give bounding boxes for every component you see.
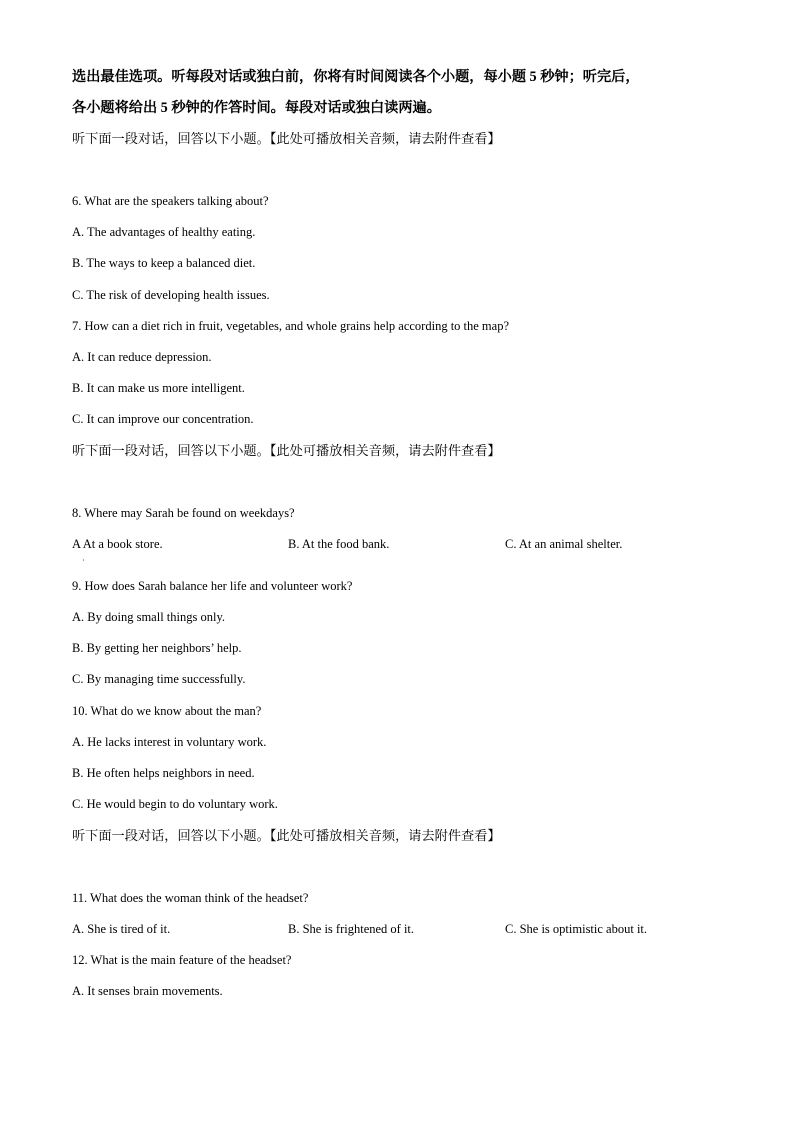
section-3-heading: 听下面一段对话，回答以下小题。【此处可播放相关音频，请去附件查看】: [72, 828, 501, 843]
question-7-option-b: B. It can make us more intelligent.: [72, 381, 245, 395]
question-9-option-c: C. By managing time successfully.: [72, 672, 246, 686]
question-9-stem: 9. How does Sarah balance her life and volunteer work?: [72, 579, 353, 593]
section-1-heading: 听下面一段对话，回答以下小题。【此处可播放相关音频，请去附件查看】: [72, 131, 501, 146]
question-10-option-b: B. He often helps neighbors in need.: [72, 766, 255, 780]
question-8-option-c: C. At an animal shelter.: [505, 537, 623, 551]
question-10-option-a: A. He lacks interest in voluntary work.: [72, 735, 267, 749]
instruction-line-1: 选出最佳选项。听每段对话或独白前，你将有时间阅读各个小题，每小题 5 秒钟；听完后，: [72, 69, 640, 85]
question-6-option-a: A. The advantages of healthy eating.: [72, 225, 256, 239]
question-11-stem: 11. What does the woman think of the headset?: [72, 891, 309, 905]
question-9-option-b: B. By getting her neighbors’ help.: [72, 641, 242, 655]
instruction-line-2: 各小题将给出 5 秒钟的作答时间。每段对话或独白读两遍。: [72, 100, 441, 116]
question-9-option-a: A. By doing small things only.: [72, 610, 226, 624]
question-7-option-a: A. It can reduce depression.: [72, 350, 212, 364]
question-12-stem: 12. What is the main feature of the headset?: [72, 953, 292, 967]
question-6-option-c: C. The risk of developing health issues.: [72, 288, 270, 302]
stray-dot-mark: ·: [82, 556, 85, 565]
question-8-option-a: A At a book store.: [72, 537, 163, 551]
question-6-stem: 6. What are the speakers talking about?: [72, 194, 269, 208]
question-8-option-b: B. At the food bank.: [288, 537, 390, 551]
question-10-stem: 10. What do we know about the man?: [72, 704, 262, 718]
question-12-option-a: A. It senses brain movements.: [72, 984, 223, 998]
section-2-heading: 听下面一段对话，回答以下小题。【此处可播放相关音频，请去附件查看】: [72, 443, 501, 458]
question-6-option-b: B. The ways to keep a balanced diet.: [72, 256, 256, 270]
question-7-stem: 7. How can a diet rich in fruit, vegetables, and whole grains help according to the map?: [72, 319, 510, 333]
question-8-stem: 8. Where may Sarah be found on weekdays?: [72, 506, 295, 520]
question-11-option-a: A. She is tired of it.: [72, 922, 171, 936]
question-11-option-c: C. She is optimistic about it.: [505, 922, 648, 936]
question-10-option-c: C. He would begin to do voluntary work.: [72, 797, 278, 811]
question-11-option-b: B. She is frightened of it.: [288, 922, 415, 936]
question-7-option-c: C. It can improve our concentration.: [72, 412, 254, 426]
